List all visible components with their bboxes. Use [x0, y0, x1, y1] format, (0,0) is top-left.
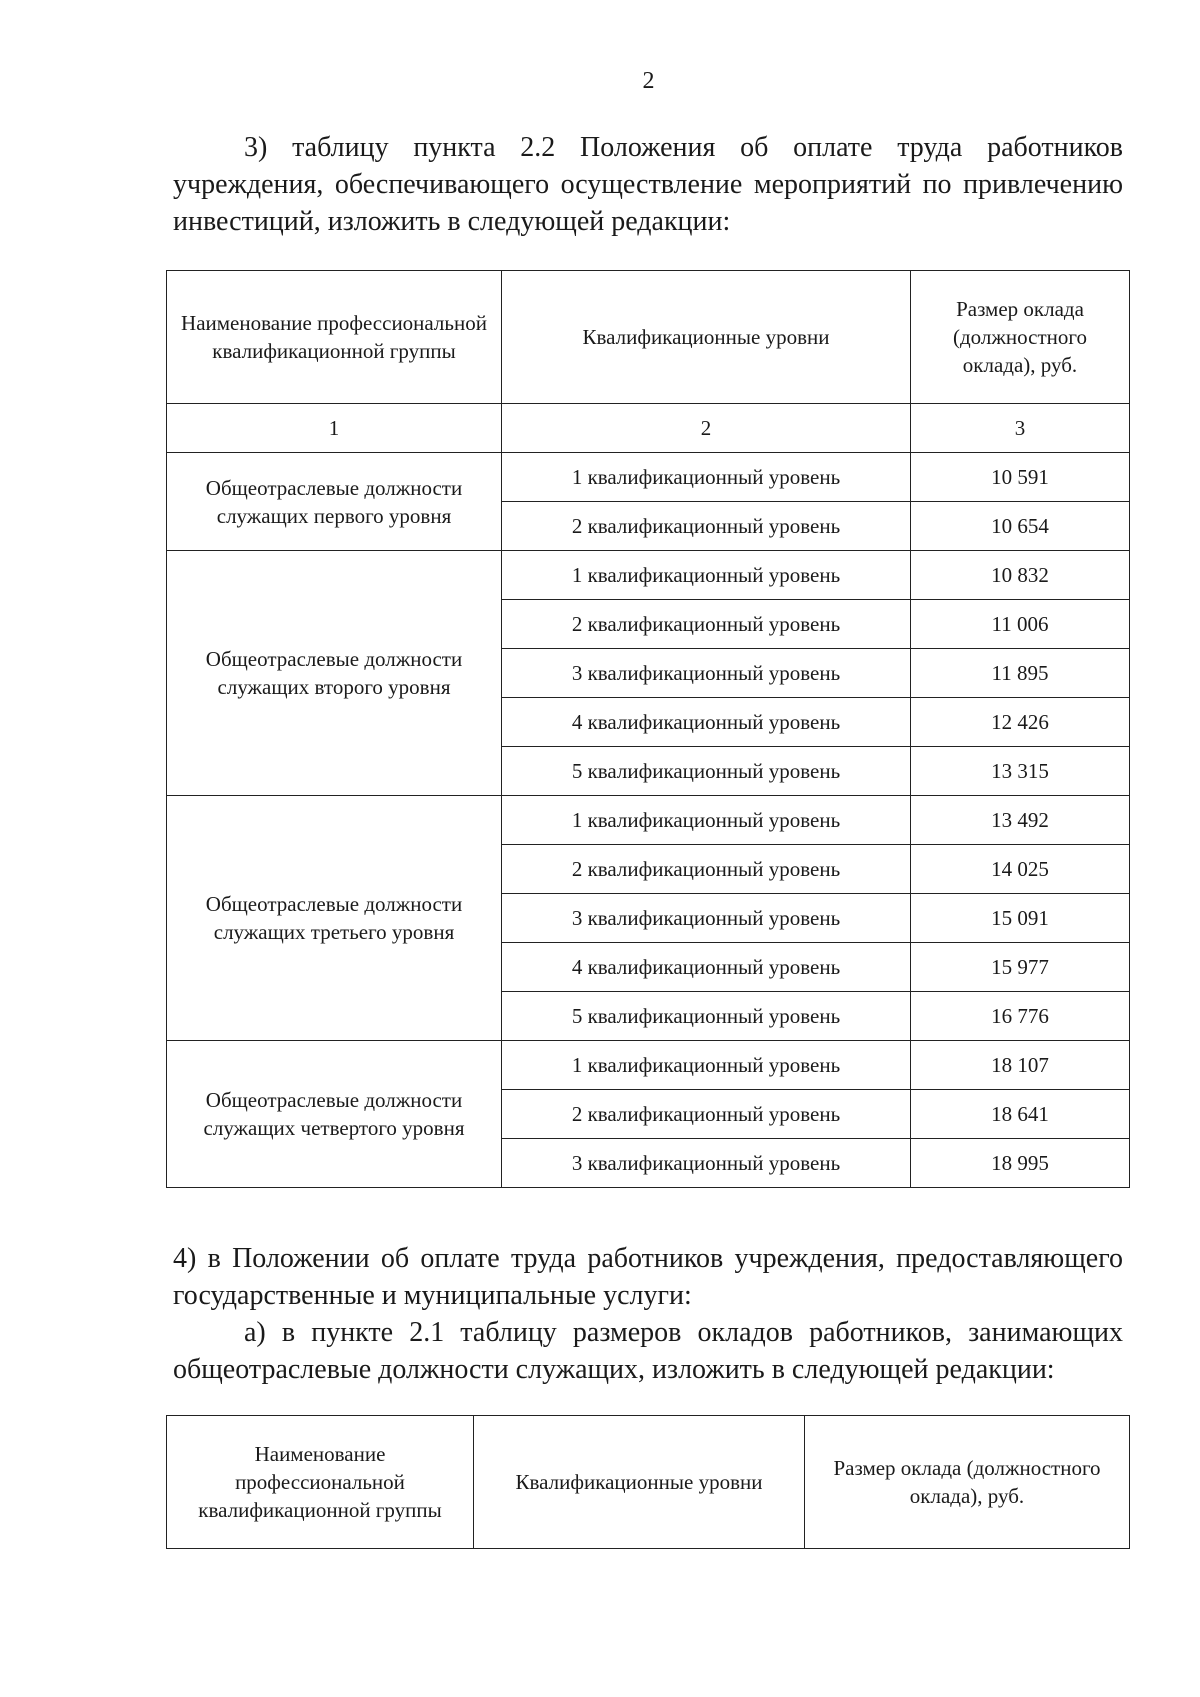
qualification-level-cell: 2 квалификационный уровень: [502, 845, 911, 894]
salary-cell: 13 492: [911, 796, 1130, 845]
qualification-level-cell: 4 квалификационный уровень: [502, 698, 911, 747]
salary-cell: 18 995: [911, 1139, 1130, 1188]
paragraph-4: [173, 1240, 1123, 1314]
table-row: [167, 1041, 1130, 1090]
group-name-cell: Общеотраслевые должности служащих третьего уровня: [167, 796, 502, 1041]
page-number: 2: [642, 68, 655, 94]
salary-cell: 14 025: [911, 845, 1130, 894]
qualification-level-cell: 5 квалификационный уровень: [502, 992, 911, 1041]
salary-table-2: [166, 1415, 1130, 1549]
table2-header-group: Наименование профессиональной квалификационной группы: [167, 1416, 474, 1549]
salary-cell: 12 426: [911, 698, 1130, 747]
table1-column-number-row: [167, 404, 1130, 453]
qualification-level-cell: 2 квалификационный уровень: [502, 1090, 911, 1139]
group-name-cell: Общеотраслевые должности служащих четвертого уровня: [167, 1041, 502, 1188]
table-row: [167, 796, 1130, 845]
qualification-level-cell: 4 квалификационный уровень: [502, 943, 911, 992]
salary-cell: 16 776: [911, 992, 1130, 1041]
table-row: [167, 453, 1130, 502]
table1-header-levels: Квалификационные уровни: [502, 271, 911, 404]
paragraph-3: 3) таблицу пункта 2.2 Положения об оплате труда работников учреждения, обеспечивающего осуществление мероприятий по привлечению инвестиций, изложить в следующей редакции:: [173, 132, 1123, 237]
table-row: [167, 551, 1130, 600]
salary-cell: 15 977: [911, 943, 1130, 992]
table1-header-row: [167, 271, 1130, 404]
qualification-level-cell: 5 квалификационный уровень: [502, 747, 911, 796]
salary-cell: 18 107: [911, 1041, 1130, 1090]
qualification-level-cell: 3 квалификационный уровень: [502, 649, 911, 698]
salary-cell: 13 315: [911, 747, 1130, 796]
table2-header-salary: Размер оклада (должностного оклада), руб.: [805, 1416, 1130, 1549]
table2-header-levels: Квалификационные уровни: [474, 1416, 805, 1549]
table1-column-number: 3: [911, 404, 1130, 453]
group-name-cell: Общеотраслевые должности служащих второго уровня: [167, 551, 502, 796]
table1-header-group: Наименование профессиональной квалификационной группы: [167, 271, 502, 404]
table1-column-number: 2: [502, 404, 911, 453]
table1-header-salary: Размер оклада (должностного оклада), руб.: [911, 271, 1130, 404]
salary-cell: 11 006: [911, 600, 1130, 649]
qualification-level-cell: 1 квалификационный уровень: [502, 453, 911, 502]
qualification-level-cell: 1 квалификационный уровень: [502, 551, 911, 600]
qualification-level-cell: 1 квалификационный уровень: [502, 796, 911, 845]
qualification-level-cell: 2 квалификационный уровень: [502, 600, 911, 649]
salary-cell: 18 641: [911, 1090, 1130, 1139]
salary-cell: 11 895: [911, 649, 1130, 698]
salary-table-1: [166, 270, 1130, 1188]
table1-column-number: 1: [167, 404, 502, 453]
salary-cell: 10 591: [911, 453, 1130, 502]
group-name-cell: Общеотраслевые должности служащих первого уровня: [167, 453, 502, 551]
qualification-level-cell: 3 квалификационный уровень: [502, 894, 911, 943]
paragraph-4a: а) в пункте 2.1 таблицу размеров окладов работников, занимающих общеотраслевые должности служащих, изложить в следующей редакции:: [173, 1317, 1123, 1385]
salary-cell: 15 091: [911, 894, 1130, 943]
salary-cell: 10 832: [911, 551, 1130, 600]
qualification-level-cell: 2 квалификационный уровень: [502, 502, 911, 551]
salary-cell: 10 654: [911, 502, 1130, 551]
qualification-level-cell: 1 квалификационный уровень: [502, 1041, 911, 1090]
paragraph-4-text: 4) в Положении об оплате труда работников учреждения, предоставляющего государственные и муниципальные услуги:: [173, 1243, 1123, 1311]
table2-header-row: [167, 1416, 1130, 1549]
qualification-level-cell: 3 квалификационный уровень: [502, 1139, 911, 1188]
